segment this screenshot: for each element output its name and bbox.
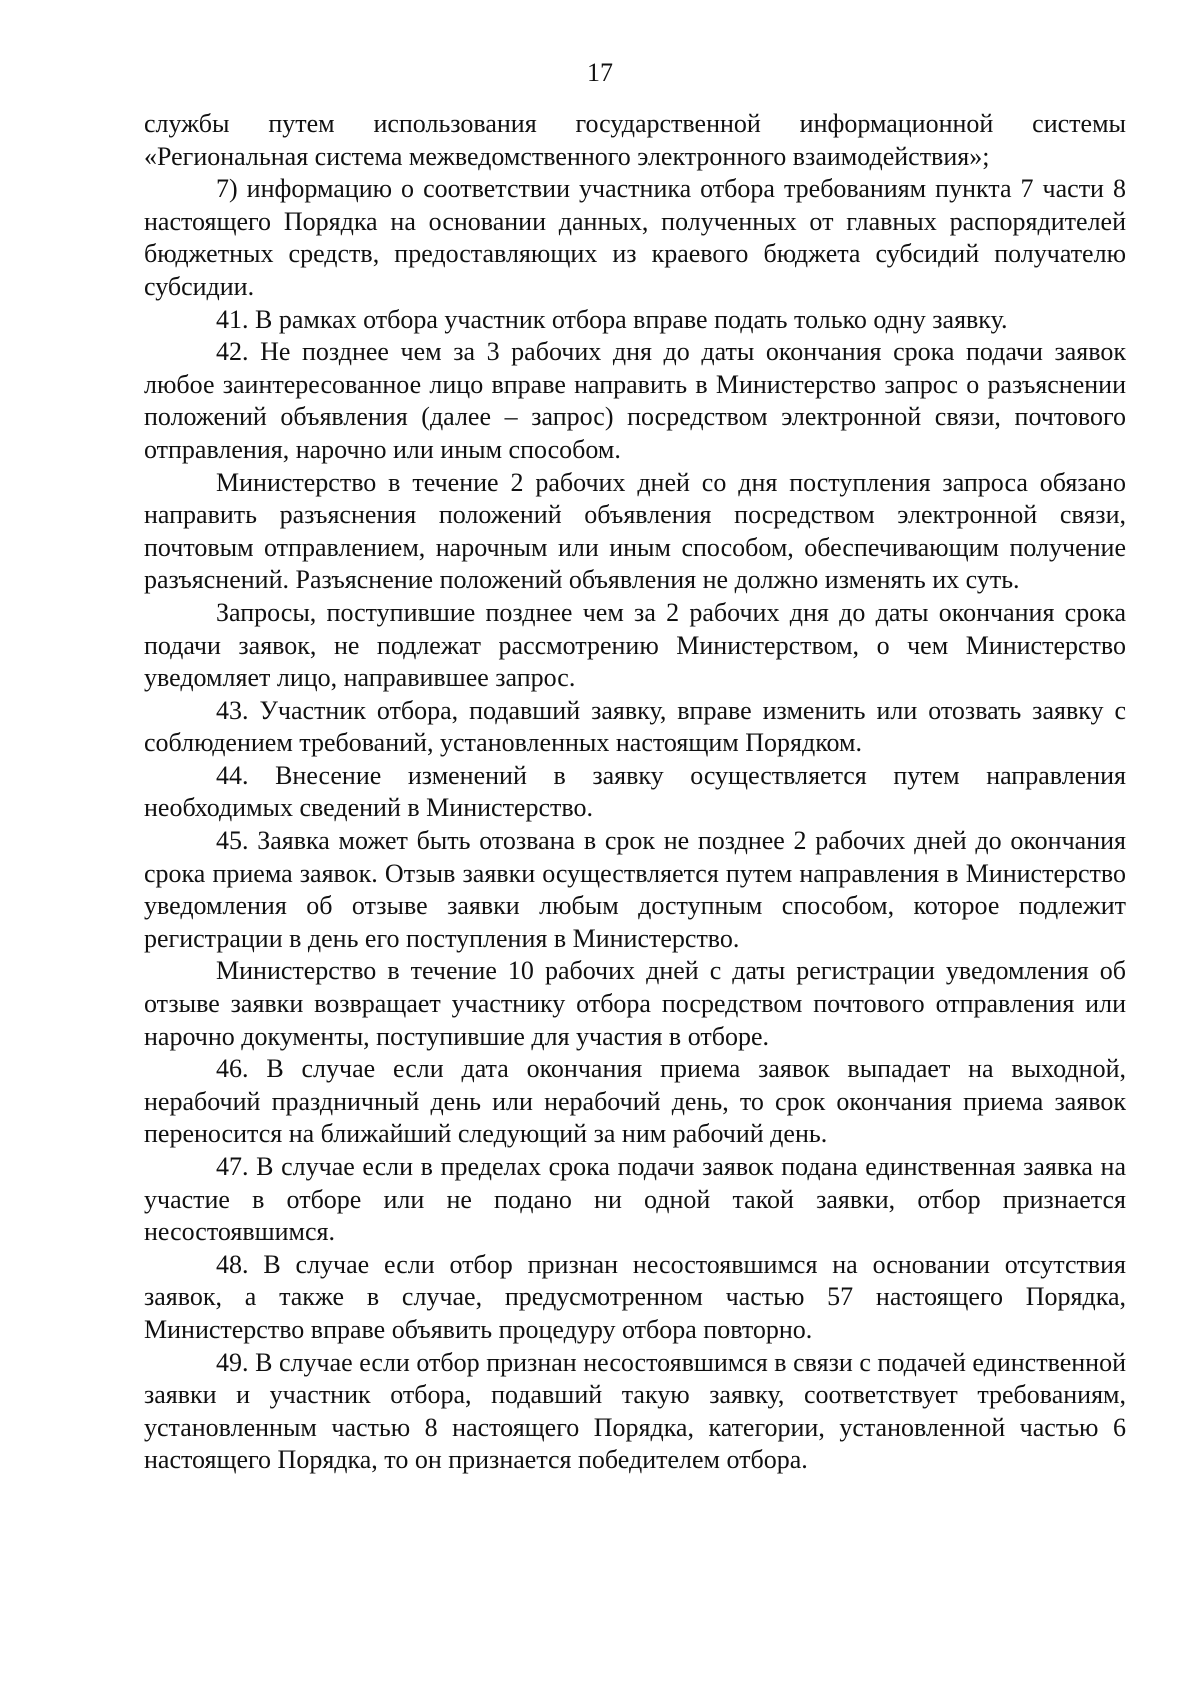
paragraph-41: 41. В рамках отбора участник отбора вправе подать только одну заявку. bbox=[216, 304, 1008, 334]
paragraph-42: 42. Не позднее чем за 3 рабочих дня до даты окончания срока подачи заявок любое заинтересованное лицо вправе направить в Министерство запрос о разъяснении положений объявления (далее – запрос) посредством электронной связи, почтового отправления, нарочно или иным способом. bbox=[144, 337, 1126, 464]
paragraph-42-late-requests: Запросы, поступившие позднее чем за 2 рабочих дня до даты окончания срока подачи заявок, не подлежат рассмотрению Министерством, о чем Министерство уведомляет лицо, направившее запрос. bbox=[144, 597, 1126, 693]
paragraph-42-clarification: Министерство в течение 2 рабочих дней со дня поступления запроса обязано направить разъяснения положений объявления посредством электронной связи, почтовым отправлением, нарочным или иным способом, обеспечивающим получение разъяснений. Разъяснение положений объявления не должно изменять их суть. bbox=[144, 467, 1126, 595]
paragraph-49: 49. В случае если отбор признан несостоявшимся в связи с подачей единственной заявки и участник отбора, подавший такую заявку, соответствует требованиям, установленным частью 8 настоящего Порядка, категории, установленной частью 6 настоящего Порядка, то он признается победителем отбора. bbox=[144, 1347, 1126, 1475]
paragraph-45-return: Министерство в течение 10 рабочих дней с даты регистрации уведомления об отзыве заявки возвращает участнику отбора посредством почтового отправления или нарочно документы, поступившие для участия в отборе. bbox=[144, 956, 1126, 1051]
paragraph-47: 47. В случае если в пределах срока подачи заявок подана единственная заявка на участие в отборе или не подано ни одной такой заявки, отбор признается несостоявшимся. bbox=[144, 1152, 1126, 1247]
paragraph-continuation: службы путем использования государственной информационной системы «Региональная система межведомственного электронного взаимодействия»; bbox=[144, 109, 1126, 171]
document-body bbox=[144, 108, 1126, 1477]
page-number: 17 bbox=[587, 58, 613, 87]
paragraph-46: 46. В случае если дата окончания приема заявок выпадает на выходной, нерабочий праздничный день или нерабочий день, то срок окончания приема заявок переносится на ближайший следующий за ним рабочий день. bbox=[144, 1054, 1126, 1149]
paragraph-44: 44. Внесение изменений в заявку осуществляется путем направления необходимых сведений в Министерство. bbox=[144, 760, 1126, 823]
paragraph-45: 45. Заявка может быть отозвана в срок не позднее 2 рабочих дней до окончания срока приема заявок. Отзыв заявки осуществляется путем направления в Министерство уведомления об отзыве заявки любым доступным способом, которое подлежит регистрации в день его поступления в Министерство. bbox=[144, 826, 1126, 953]
paragraph-43: 43. Участник отбора, подавший заявку, вправе изменить или отозвать заявку с соблюдением требований, установленных настоящим Порядком. bbox=[144, 695, 1126, 758]
paragraph-48: 48. В случае если отбор признан несостоявшимся на основании отсутствия заявок, а также в случае, предусмотренном частью 57 настоящего Порядка, Министерство вправе объявить процедуру отбора повторно. bbox=[144, 1249, 1126, 1344]
paragraph-item-7: 7) информацию о соответствии участника отбора требованиям пункта 7 части 8 настоящего Порядка на основании данных, полученных от главных распорядителей бюджетных средств, предоставляющих из краевого бюджета субсидий получателю субсидии. bbox=[144, 174, 1126, 301]
